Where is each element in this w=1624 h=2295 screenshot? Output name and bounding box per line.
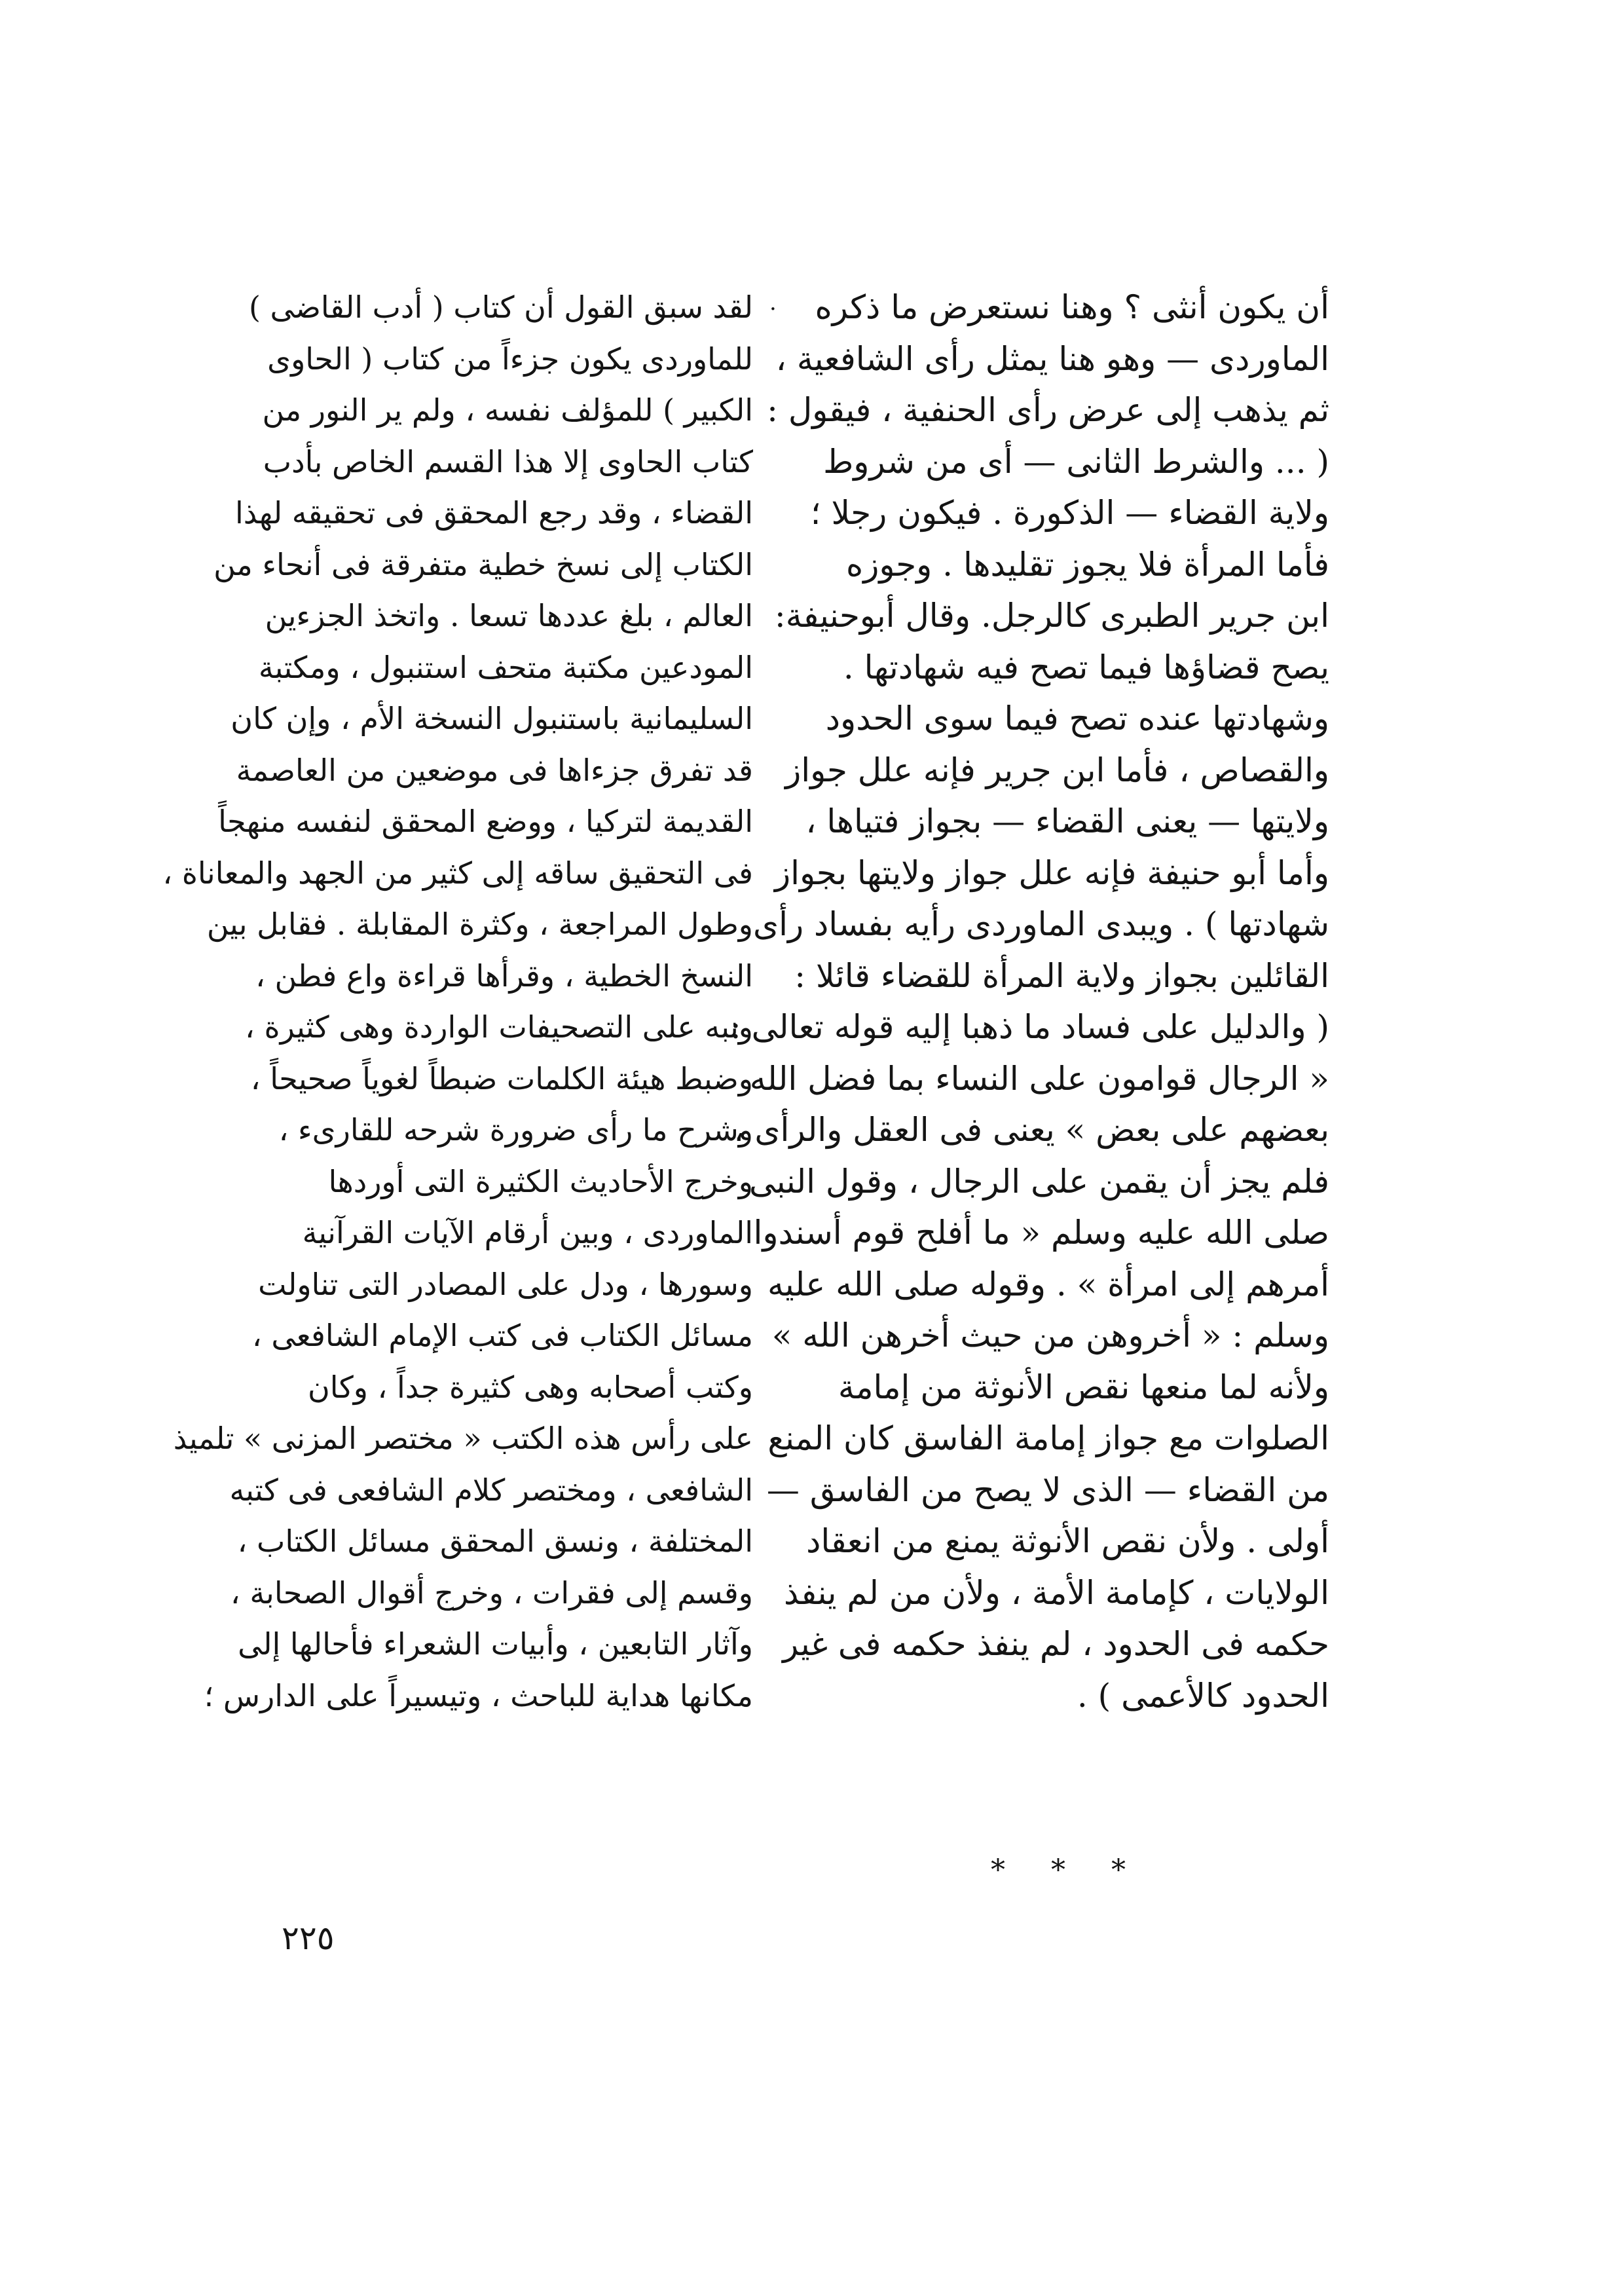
text-line: وسورها ، ودل على المصادر التى تناولت	[258, 1266, 753, 1302]
section-separator: * * *	[991, 1854, 1144, 1887]
text-line: وضبط هيئة الكلمات ضبطاً لغوياً صحيحاً ،	[250, 1060, 753, 1096]
text-line: فأما المرأة فلا يجوز تقليدها . وجوزه	[846, 545, 1329, 584]
text-line: أمرهم إلى امرأة » . وقوله صلى الله عليه	[767, 1265, 1329, 1303]
paragraph-marker: ·	[769, 296, 777, 322]
text-line: وأما أبو حنيفة فإنه علل جواز ولايتها بجواز	[774, 853, 1329, 892]
text-line: الكبير ) للمؤلف نفسه ، ولم ير النور من	[262, 392, 753, 428]
text-line: ثم يذهب إلى عرض رأى الحنفية ، فيقول :	[767, 391, 1329, 429]
text-line: حكمه فى الحدود ، لم ينفذ حكمه فى غير	[783, 1625, 1329, 1663]
text-line: وكتب أصحابه وهى كثيرة جداً ، وكان	[308, 1369, 753, 1405]
text-line: قد تفرق جزءاها فى موضعين من العاصمة	[236, 752, 753, 788]
text-line: شهادتها ) . ويبدى الماوردى رأيه بفساد رأى	[752, 905, 1329, 943]
text-line: وآثار التابعين ، وأبيات الشعراء فأحالها إلى	[238, 1626, 753, 1662]
text-line: وشرح ما رأى ضرورة شرحه للقارىء ،	[278, 1112, 753, 1148]
text-line: كتاب الحاوى إلا هذا القسم الخاص بأدب	[263, 443, 753, 479]
text-line: أن يكون أنثى ؟ وهنا نستعرض ما ذكره	[815, 288, 1329, 326]
text-line: ( ... والشرط الثانى — أى من شروط	[823, 442, 1329, 481]
text-line: السليمانية باستنبول النسخة الأم ، وإن كان	[231, 701, 753, 736]
text-line: مكانها هداية للباحث ، وتيسيراً على الدارس ؛	[204, 1677, 753, 1713]
text-line: ابن جرير الطبرى كالرجل. وقال أبوحنيفة:	[774, 597, 1329, 635]
text-line: المودعين مكتبة متحف استنبول ، ومكتبة	[258, 649, 753, 685]
left-text-column	[162, 282, 753, 1721]
text-line: ولايتها — يعنى القضاء — بجواز فتياها ،	[805, 802, 1329, 840]
right-text-column	[729, 282, 1329, 1721]
text-line: أولى . ولأن نقص الأنوثة يمنع من انعقاد	[806, 1522, 1329, 1560]
text-line: والقصاص ، فأما ابن جرير فإنه علل جواز	[785, 751, 1329, 789]
text-line: القائلين بجواز ولاية المرأة للقضاء قائلا :	[794, 956, 1329, 995]
text-line: فلم يجز أن يقمن على الرجال ، وقول النبى	[748, 1162, 1329, 1201]
text-line: الشافعى ، ومختصر كلام الشافعى فى كتبه	[229, 1472, 753, 1508]
text-line: وشهادتها عنده تصح فيما سوى الحدود	[825, 700, 1329, 737]
text-line: المختلفة ، ونسق المحقق مسائل الكتاب ،	[237, 1523, 753, 1559]
text-line: بعضهم على بعض » يعنى فى العقل والرأى ،	[733, 1111, 1329, 1149]
text-line: النسخ الخطية ، وقرأها قراءة واع فطن ،	[255, 958, 753, 994]
text-line: الولايات ، كإمامة الأمة ، ولأن من لم ينفذ	[783, 1573, 1329, 1612]
text-line: وقسم إلى فقرات ، وخرج أقوال الصحابة ،	[230, 1575, 753, 1611]
text-line: للماوردى يكون جزءاً من كتاب ( الحاوى	[267, 341, 753, 377]
text-line: العالم ، بلغ عددها تسعا . واتخذ الجزءين	[265, 598, 753, 633]
text-line: ونبه على التصحيفات الواردة وهى كثيرة ،	[245, 1009, 753, 1045]
text-line: لقد سبق القول أن كتاب ( أدب القاضى )	[248, 289, 753, 325]
text-line: ولأنه لما منعها نقص الأنوثة من إمامة	[838, 1368, 1329, 1406]
text-line: ولاية القضاء — الذكورة . فيكون رجلا ؛	[810, 494, 1329, 532]
text-line: القضاء ، وقد رجع المحقق فى تحقيقه لهذا	[234, 495, 753, 531]
text-line: الكتاب إلى نسخ خطية متفرقة فى أنحاء من	[213, 546, 753, 582]
text-line: الحدود كالأعمى ) .	[1077, 1676, 1329, 1715]
text-line: الصلوات مع جواز إمامة الفاسق كان المنع	[767, 1419, 1329, 1457]
text-line: مسائل الكتاب فى كتب الإمام الشافعى ،	[251, 1318, 753, 1353]
text-line: الماوردى ، وبين أرقام الآيات القرآنية	[302, 1215, 753, 1250]
text-line: صلى الله عليه وسلم « ما أفلح قوم أسندوا	[753, 1214, 1329, 1252]
text-line: وخرج الأحاديث الكثيرة التى أوردها	[328, 1163, 753, 1199]
text-line: فى التحقيق ساقه إلى كثير من الجهد والمعاناة ،	[162, 855, 753, 891]
text-line: على رأس هذه الكتب « مختصر المزنى » تلميذ	[173, 1421, 753, 1456]
text-line: يصح قضاؤها فيما تصح فيه شهادتها .	[843, 648, 1329, 686]
text-line: وطول المراجعة ، وكثرة المقابلة . فقابل بين	[206, 906, 753, 942]
text-line: من القضاء — الذى لا يصح من الفاسق —	[766, 1470, 1329, 1509]
text-line: « الرجال قوامون على النساء بما فضل الله	[749, 1059, 1329, 1098]
text-line: الماوردى — وهو هنا يمثل رأى الشافعية ،	[775, 339, 1329, 378]
text-line: وسلم : « أخروهن من حيث أخرهن الله »	[771, 1316, 1329, 1354]
text-line: القديمة لتركيا ، ووضع المحقق لنفسه منهجاً	[218, 804, 753, 839]
page-number: ٢٢٥	[282, 1919, 335, 1957]
text-line: ( والدليل على فساد ما ذهبا إليه قوله تعالى :	[729, 1008, 1329, 1046]
